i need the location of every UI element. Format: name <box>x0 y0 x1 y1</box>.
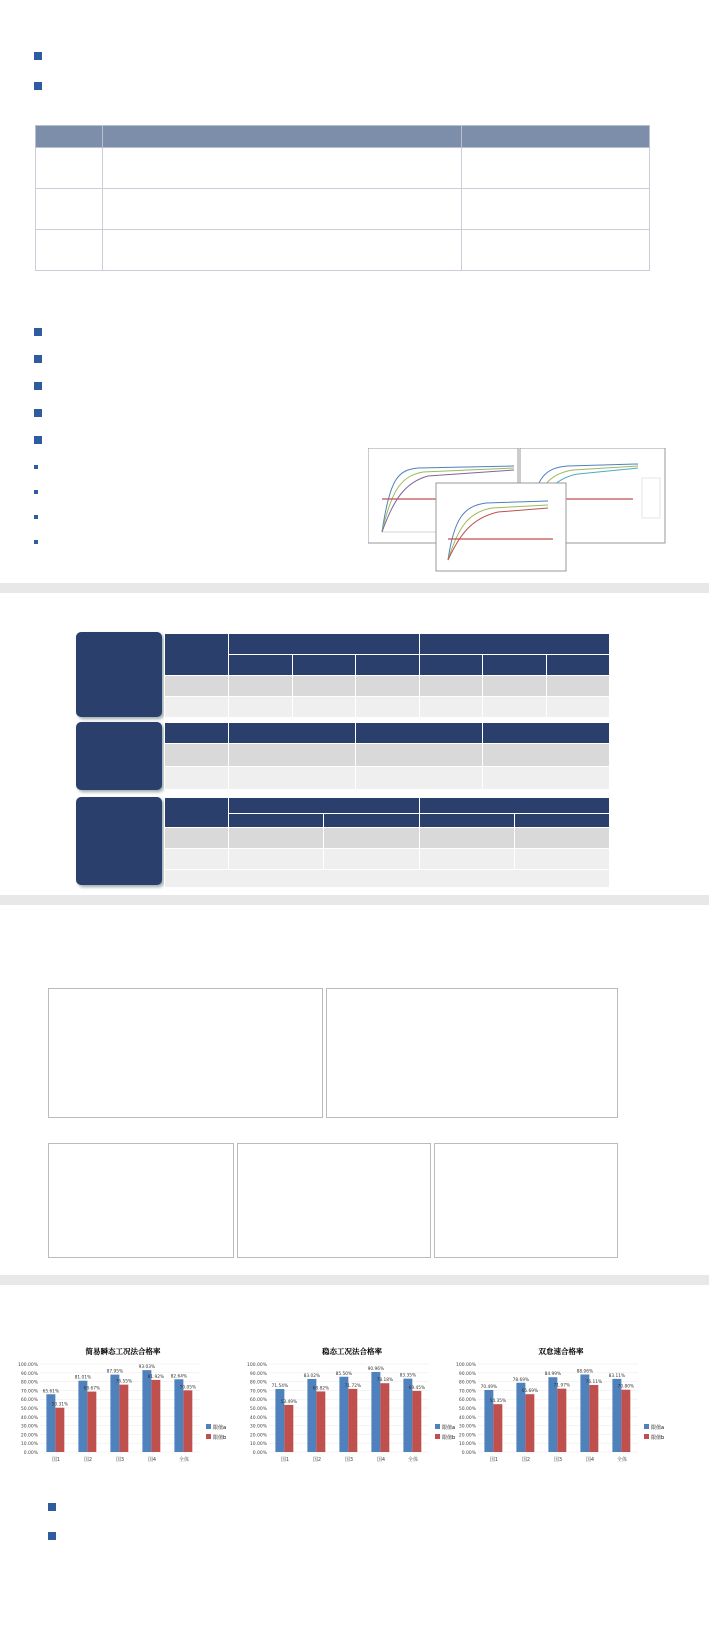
steady-hc-panel <box>48 1143 234 1258</box>
chart-title: 稳态工况法合格率 <box>322 1347 382 1356</box>
table-cell <box>419 849 514 870</box>
bullet-icon <box>34 515 38 519</box>
tick-label: 70.00% <box>249 1389 267 1395</box>
table-header <box>103 126 462 148</box>
tick-label: 0.00% <box>23 1451 38 1456</box>
table-row <box>36 148 650 189</box>
transient-label <box>76 722 162 790</box>
table-note <box>165 870 610 888</box>
category-label: 国4 <box>376 1457 386 1463</box>
transient-table <box>164 722 610 790</box>
sub-bullet <box>34 515 52 519</box>
table-cell <box>103 189 462 230</box>
table-cell <box>103 230 462 271</box>
table-cell <box>419 828 514 849</box>
bar <box>525 1394 534 1452</box>
bar <box>87 1392 96 1452</box>
bar <box>371 1372 380 1452</box>
legend-text: 限值b <box>442 1435 456 1441</box>
category-label: 国2 <box>521 1457 531 1463</box>
data-label: 69.45% <box>408 1385 426 1391</box>
table-row <box>165 697 610 718</box>
pass-rate-chart <box>446 1342 671 1472</box>
tick-label: 70.00% <box>458 1389 476 1395</box>
data-label: 83.35% <box>399 1373 417 1379</box>
table-cell <box>165 767 229 790</box>
chart <box>49 989 322 1117</box>
category-label: 国1 <box>51 1457 61 1463</box>
bullet-icon <box>34 490 38 494</box>
table-cell <box>103 148 462 189</box>
category-label: 国2 <box>83 1457 93 1463</box>
table-header <box>165 634 229 676</box>
bar <box>316 1391 325 1452</box>
table-cell <box>229 744 356 767</box>
idle-chart-panel <box>48 988 323 1118</box>
data-label: 71.54% <box>271 1384 289 1390</box>
transient-chart-panel <box>326 988 618 1118</box>
table-cell <box>165 828 229 849</box>
evap-table <box>35 125 650 271</box>
table-cell <box>483 676 547 697</box>
data-label: 53.49% <box>280 1399 298 1405</box>
table-row <box>165 676 610 697</box>
separator <box>0 895 709 905</box>
legend-text: 限值a <box>442 1425 456 1431</box>
data-label: 81.92% <box>147 1374 165 1380</box>
table-row <box>165 767 610 790</box>
table-cell <box>36 189 103 230</box>
table-header <box>356 655 420 676</box>
category-label: 国4 <box>147 1457 157 1463</box>
data-label: 65.69% <box>521 1389 539 1395</box>
bar <box>55 1408 64 1452</box>
table-header <box>36 126 103 148</box>
legend-swatch <box>435 1434 440 1439</box>
bar <box>589 1385 598 1452</box>
table-cell <box>483 697 547 718</box>
tick-label: 50.00% <box>249 1407 267 1412</box>
bullet-icon <box>34 465 38 469</box>
sub-bullet <box>34 465 52 469</box>
legend-text: 限值a <box>213 1425 227 1431</box>
tick-label: 90.00% <box>458 1371 476 1377</box>
data-label: 50.31% <box>51 1402 69 1408</box>
table-header <box>419 814 514 828</box>
data-label: 85.50% <box>335 1371 353 1377</box>
table-cell <box>419 676 483 697</box>
steady-no-panel <box>237 1143 431 1258</box>
data-label: 76.55% <box>115 1379 133 1385</box>
table-cell <box>546 697 610 718</box>
tick-label: 40.00% <box>249 1415 267 1421</box>
table-cell <box>324 828 419 849</box>
table-header <box>229 798 420 814</box>
tick-label: 40.00% <box>20 1415 38 1421</box>
bar <box>151 1380 160 1452</box>
table-cell <box>165 697 229 718</box>
table-cell <box>356 676 420 697</box>
bullet-icon <box>48 1532 56 1540</box>
idle-label <box>76 797 162 885</box>
table-cell <box>165 849 229 870</box>
idle-table <box>164 797 610 888</box>
table-cell <box>229 697 293 718</box>
chart <box>49 1144 233 1257</box>
table-header <box>165 723 229 744</box>
legend-swatch <box>206 1434 211 1439</box>
table-header <box>229 723 356 744</box>
bar <box>284 1405 293 1452</box>
table-header <box>419 798 610 814</box>
pass-rate-chart <box>8 1342 233 1472</box>
tick-label: 90.00% <box>249 1371 267 1377</box>
category-label: 全体 <box>616 1457 628 1463</box>
table-header <box>165 798 229 828</box>
table-header <box>292 655 356 676</box>
category-label: 国1 <box>280 1457 290 1463</box>
tick-label: 60.00% <box>20 1398 38 1404</box>
bar <box>612 1379 621 1452</box>
table-cell <box>229 849 324 870</box>
bullet <box>34 382 51 390</box>
data-label: 78.69% <box>512 1377 530 1383</box>
bullet-icon <box>34 52 42 60</box>
table-cell <box>356 697 420 718</box>
table-cell <box>165 676 229 697</box>
table-row <box>36 230 650 271</box>
data-label: 70.49% <box>480 1384 498 1390</box>
table-cell <box>483 744 610 767</box>
bar <box>493 1404 502 1452</box>
table-header <box>419 655 483 676</box>
tick-label: 60.00% <box>249 1398 267 1404</box>
table-row <box>165 828 610 849</box>
bar <box>110 1375 119 1452</box>
bullet <box>34 436 51 444</box>
table-cell <box>483 767 610 790</box>
legend-swatch <box>206 1424 211 1429</box>
data-label: 68.67% <box>83 1386 101 1392</box>
bar <box>142 1370 151 1452</box>
data-label: 76.11% <box>585 1380 603 1386</box>
steady-label <box>76 632 162 717</box>
tick-label: 80.00% <box>249 1380 267 1386</box>
category-label: 国3 <box>553 1457 563 1463</box>
tick-label: 0.00% <box>461 1451 476 1456</box>
tick-label: 60.00% <box>458 1398 476 1404</box>
bar <box>412 1391 421 1452</box>
hc-thumb-chart <box>436 483 566 571</box>
bar <box>348 1389 357 1452</box>
tick-label: 50.00% <box>458 1407 476 1412</box>
thumbnail-charts <box>368 448 668 573</box>
tick-label: 70.00% <box>20 1389 38 1395</box>
table-header <box>419 634 610 655</box>
tick-label: 0.00% <box>252 1451 267 1456</box>
tick-label: 20.00% <box>249 1433 267 1439</box>
separator <box>0 1275 709 1285</box>
table-cell <box>462 230 650 271</box>
table-header <box>229 634 420 655</box>
data-label: 70.05% <box>179 1385 197 1391</box>
table-cell <box>229 828 324 849</box>
table-cell <box>292 697 356 718</box>
chart <box>238 1144 430 1257</box>
table-cell <box>514 828 609 849</box>
chart <box>435 1144 617 1257</box>
bullet-icon <box>34 436 42 444</box>
tick-label: 100.00% <box>17 1363 38 1368</box>
category-label: 全体 <box>178 1457 190 1463</box>
data-label: 81.01% <box>74 1375 92 1381</box>
table-cell <box>292 676 356 697</box>
category-label: 国3 <box>344 1457 354 1463</box>
bullet-icon <box>34 540 38 544</box>
data-label: 65.61% <box>42 1389 60 1395</box>
data-label: 54.35% <box>489 1399 507 1405</box>
table-header <box>514 814 609 828</box>
table-row <box>165 744 610 767</box>
chart-title: 简易瞬态工况法合格率 <box>85 1347 161 1356</box>
tick-label: 100.00% <box>246 1363 267 1368</box>
data-label: 84.99% <box>544 1372 562 1378</box>
table-cell <box>36 230 103 271</box>
tick-label: 90.00% <box>20 1371 38 1377</box>
tick-label: 100.00% <box>455 1363 476 1368</box>
steady-co-panel <box>434 1143 618 1258</box>
tick-label: 80.00% <box>20 1380 38 1386</box>
sub-bullet <box>34 490 52 494</box>
table-header <box>356 723 483 744</box>
table-cell <box>324 849 419 870</box>
bullet-icon <box>34 328 42 336</box>
table-cell <box>229 767 356 790</box>
data-label: 68.82% <box>312 1386 330 1392</box>
legend-text: 限值b <box>213 1435 227 1441</box>
table-cell <box>546 676 610 697</box>
tick-label: 40.00% <box>458 1415 476 1421</box>
tick-label: 10.00% <box>458 1442 476 1448</box>
separator <box>0 583 709 593</box>
category-label: 国3 <box>115 1457 125 1463</box>
table-header <box>229 655 293 676</box>
data-label: 71.97% <box>553 1383 571 1389</box>
bullet <box>34 52 51 60</box>
bullet <box>48 1532 65 1540</box>
bullet <box>34 355 51 363</box>
data-label: 71.72% <box>344 1383 362 1389</box>
tick-label: 10.00% <box>249 1442 267 1448</box>
data-label: 87.95% <box>106 1369 124 1375</box>
steady-table <box>164 633 610 718</box>
tick-label: 30.00% <box>249 1424 267 1430</box>
bullet <box>34 328 51 336</box>
legend-swatch <box>435 1424 440 1429</box>
bullet-icon <box>34 382 42 390</box>
legend-swatch <box>644 1434 649 1439</box>
legend-swatch <box>644 1424 649 1429</box>
data-label: 90.96% <box>367 1366 385 1372</box>
tick-label: 20.00% <box>458 1433 476 1439</box>
table-header <box>546 655 610 676</box>
table-header <box>229 814 324 828</box>
bar <box>380 1383 389 1452</box>
bar <box>621 1390 630 1452</box>
table-header <box>483 723 610 744</box>
tick-label: 20.00% <box>20 1433 38 1439</box>
bullet-icon <box>34 82 42 90</box>
table-row <box>36 189 650 230</box>
table-header <box>324 814 419 828</box>
bar <box>183 1390 192 1452</box>
table-cell <box>356 767 483 790</box>
bar <box>119 1385 128 1452</box>
legend-text: 限值a <box>651 1425 665 1431</box>
bullet <box>34 82 51 90</box>
table-cell <box>165 744 229 767</box>
table-header <box>483 655 547 676</box>
bar <box>580 1375 589 1452</box>
tick-label: 30.00% <box>458 1424 476 1430</box>
bar <box>557 1389 566 1452</box>
table-cell <box>356 744 483 767</box>
tick-label: 80.00% <box>458 1380 476 1386</box>
table-cell <box>419 697 483 718</box>
bullet-icon <box>34 409 42 417</box>
legend-text: 限值b <box>651 1435 665 1441</box>
table-cell <box>462 148 650 189</box>
tick-label: 30.00% <box>20 1424 38 1430</box>
bullet-icon <box>34 355 42 363</box>
table-cell <box>514 849 609 870</box>
data-label: 82.64% <box>170 1374 188 1380</box>
data-label: 78.18% <box>376 1378 394 1384</box>
bullet <box>48 1503 65 1511</box>
chart-title: 双怠速合格率 <box>538 1347 584 1356</box>
data-label: 83.02% <box>303 1373 321 1379</box>
table-row <box>165 849 610 870</box>
chart <box>327 989 617 1117</box>
table-cell <box>36 148 103 189</box>
data-label: 83.11% <box>608 1373 626 1379</box>
category-label: 国4 <box>585 1457 595 1463</box>
bullet <box>34 409 51 417</box>
category-label: 全体 <box>407 1457 419 1463</box>
data-label: 70.80% <box>617 1384 635 1390</box>
table-cell <box>462 189 650 230</box>
data-label: 93.03% <box>138 1365 156 1371</box>
category-label: 国1 <box>489 1457 499 1463</box>
bullet-icon <box>48 1503 56 1511</box>
tick-label: 50.00% <box>20 1407 38 1412</box>
data-label: 88.06% <box>576 1369 594 1375</box>
bar <box>275 1389 284 1452</box>
category-label: 国2 <box>312 1457 322 1463</box>
sub-bullet <box>34 540 52 544</box>
pass-rate-chart <box>237 1342 462 1472</box>
table-header <box>462 126 650 148</box>
tick-label: 10.00% <box>20 1442 38 1448</box>
table-cell <box>229 676 293 697</box>
